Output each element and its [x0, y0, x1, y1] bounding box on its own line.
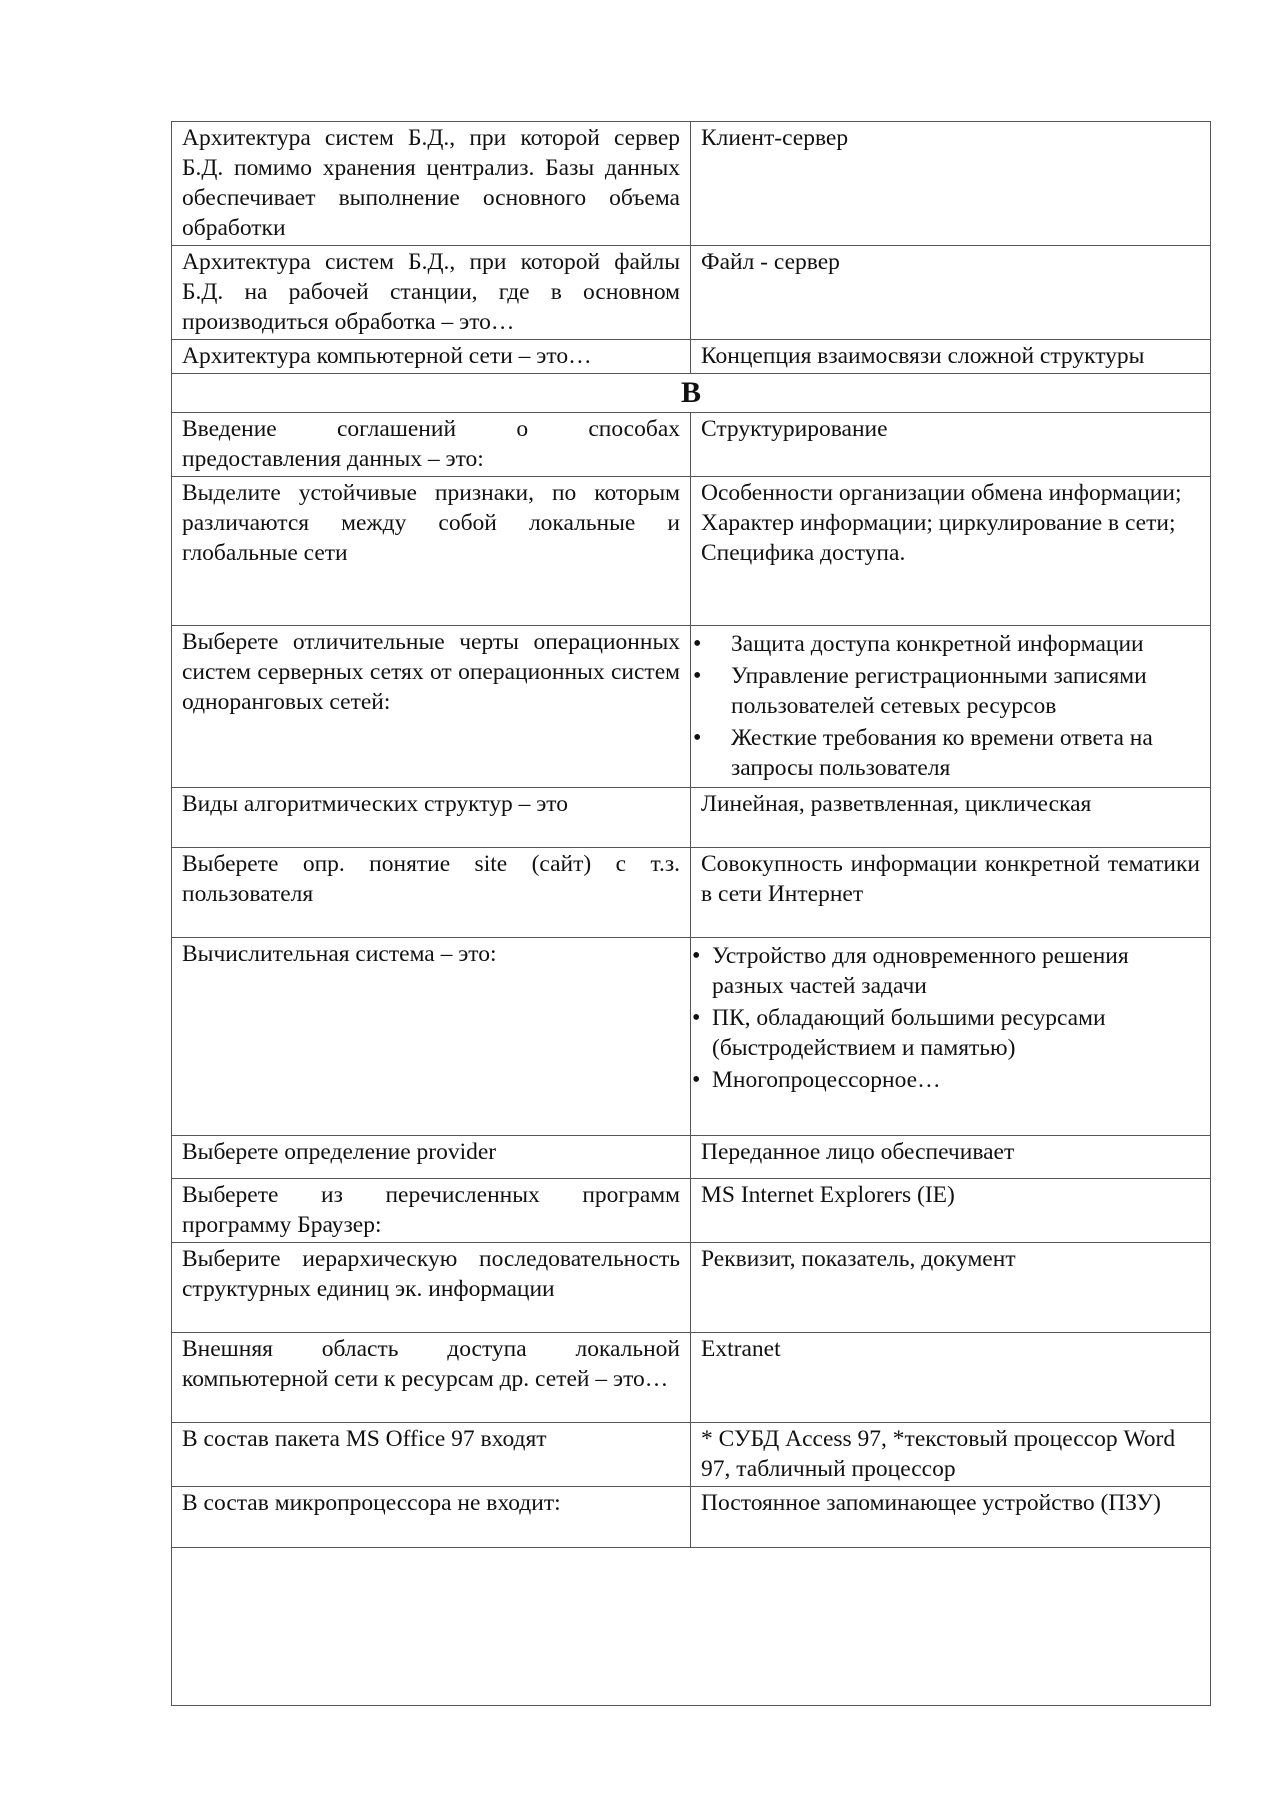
answer-cell: Extranet	[691, 1333, 1211, 1423]
question-cell: Архитектура компьютерной сети – это…	[172, 340, 691, 374]
empty-row	[172, 1548, 1211, 1706]
table-row	[172, 1333, 1211, 1423]
question-cell: В состав пакета MS Office 97 входят	[172, 1423, 691, 1487]
answer-cell: Клиент-сервер	[691, 122, 1211, 246]
answer-cell: Концепция взаимосвязи сложной структуры	[691, 340, 1211, 374]
list-item: • Устройство для одновременного решения разных частей задачи	[701, 941, 1200, 1001]
answer-cell: Структурирование	[691, 413, 1211, 477]
table-row	[172, 788, 1211, 848]
list-item: • Защита доступа конкретной информации	[701, 629, 1200, 659]
answer-cell	[691, 626, 1211, 788]
question-cell: Архитектура систем Б.Д., при которой сервер Б.Д. помимо хранения централиз. Базы данных обеспечивает выполнение основного объема обработки	[172, 122, 691, 246]
list-item: • Управление регистрационными записями пользователей сетевых ресурсов	[701, 661, 1200, 721]
question-cell: Введение соглашений о способах предоставления данных – это:	[172, 413, 691, 477]
empty-cell	[172, 1548, 1211, 1706]
question-cell: Выберите иерархическую последовательность структурных единиц эк. информации	[172, 1243, 691, 1333]
question-cell: Выберете отличительные черты операционных систем серверных сетях от операционных систем одноранговых сетей:	[172, 626, 691, 788]
answer-cell	[691, 477, 1211, 626]
table-row	[172, 246, 1211, 340]
answer-cell: Реквизит, показатель, документ	[691, 1243, 1211, 1333]
question-cell: Выберете из перечисленных программ программу Браузер:	[172, 1179, 691, 1243]
answer-bullet-list	[701, 629, 1200, 783]
table-row	[172, 1487, 1211, 1548]
question-cell: Выберете определение provider	[172, 1136, 691, 1179]
list-item: • Многопроцессорное…	[701, 1065, 1200, 1095]
question-cell: Виды алгоритмических структур – это	[172, 788, 691, 848]
table-row	[172, 122, 1211, 246]
list-item: • ПК, обладающий большими ресурсами (быстродействием и памятью)	[701, 1003, 1200, 1063]
table-row	[172, 413, 1211, 477]
answer-line: Особенности организации обмена информации;	[701, 480, 1182, 506]
table-row	[172, 340, 1211, 374]
question-cell: Вычислительная система – это:	[172, 938, 691, 1136]
answer-line: Специфика доступа.	[701, 540, 906, 566]
document-page	[171, 121, 1210, 1706]
table-row	[172, 1423, 1211, 1487]
table-row	[172, 1179, 1211, 1243]
table-row	[172, 477, 1211, 626]
table-row	[172, 938, 1211, 1136]
question-cell: Выберете опр. понятие site (сайт) с т.з. пользователя	[172, 848, 691, 938]
answer-line: Характер информации; циркулирование в сети;	[701, 510, 1176, 536]
answer-cell: MS Internet Explorers (IE)	[691, 1179, 1211, 1243]
table-row	[172, 1243, 1211, 1333]
answer-bullet-list	[701, 941, 1200, 1095]
question-cell: Внешняя область доступа локальной компьютерной сети к ресурсам др. сетей – это…	[172, 1333, 691, 1423]
question-cell: Архитектура систем Б.Д., при которой файлы Б.Д. на рабочей станции, где в основном производиться обработка – это…	[172, 246, 691, 340]
table-row	[172, 848, 1211, 938]
question-cell: В состав микропроцессора не входит:	[172, 1487, 691, 1548]
answer-cell: Файл - сервер	[691, 246, 1211, 340]
section-header-row	[172, 374, 1211, 413]
answer-cell: Совокупность информации конкретной тематики в сети Интернет	[691, 848, 1211, 938]
answer-cell: Постоянное запоминающее устройство (ПЗУ)	[691, 1487, 1211, 1548]
answer-cell: Линейная, разветвленная, циклическая	[691, 788, 1211, 848]
answer-cell: Переданное лицо обеспечивает	[691, 1136, 1211, 1179]
list-item: • Жесткие требования ко времени ответа на запросы пользователя	[701, 723, 1200, 783]
question-cell: Выделите устойчивые признаки, по которым различаются между собой локальные и глобальные сети	[172, 477, 691, 626]
table-row	[172, 626, 1211, 788]
glossary-table	[171, 121, 1211, 1706]
answer-cell	[691, 938, 1211, 1136]
answer-cell: * СУБД Access 97, *текстовый процессор Word 97, табличный процессор	[691, 1423, 1211, 1487]
table-row	[172, 1136, 1211, 1179]
section-letter: В	[172, 374, 1211, 413]
